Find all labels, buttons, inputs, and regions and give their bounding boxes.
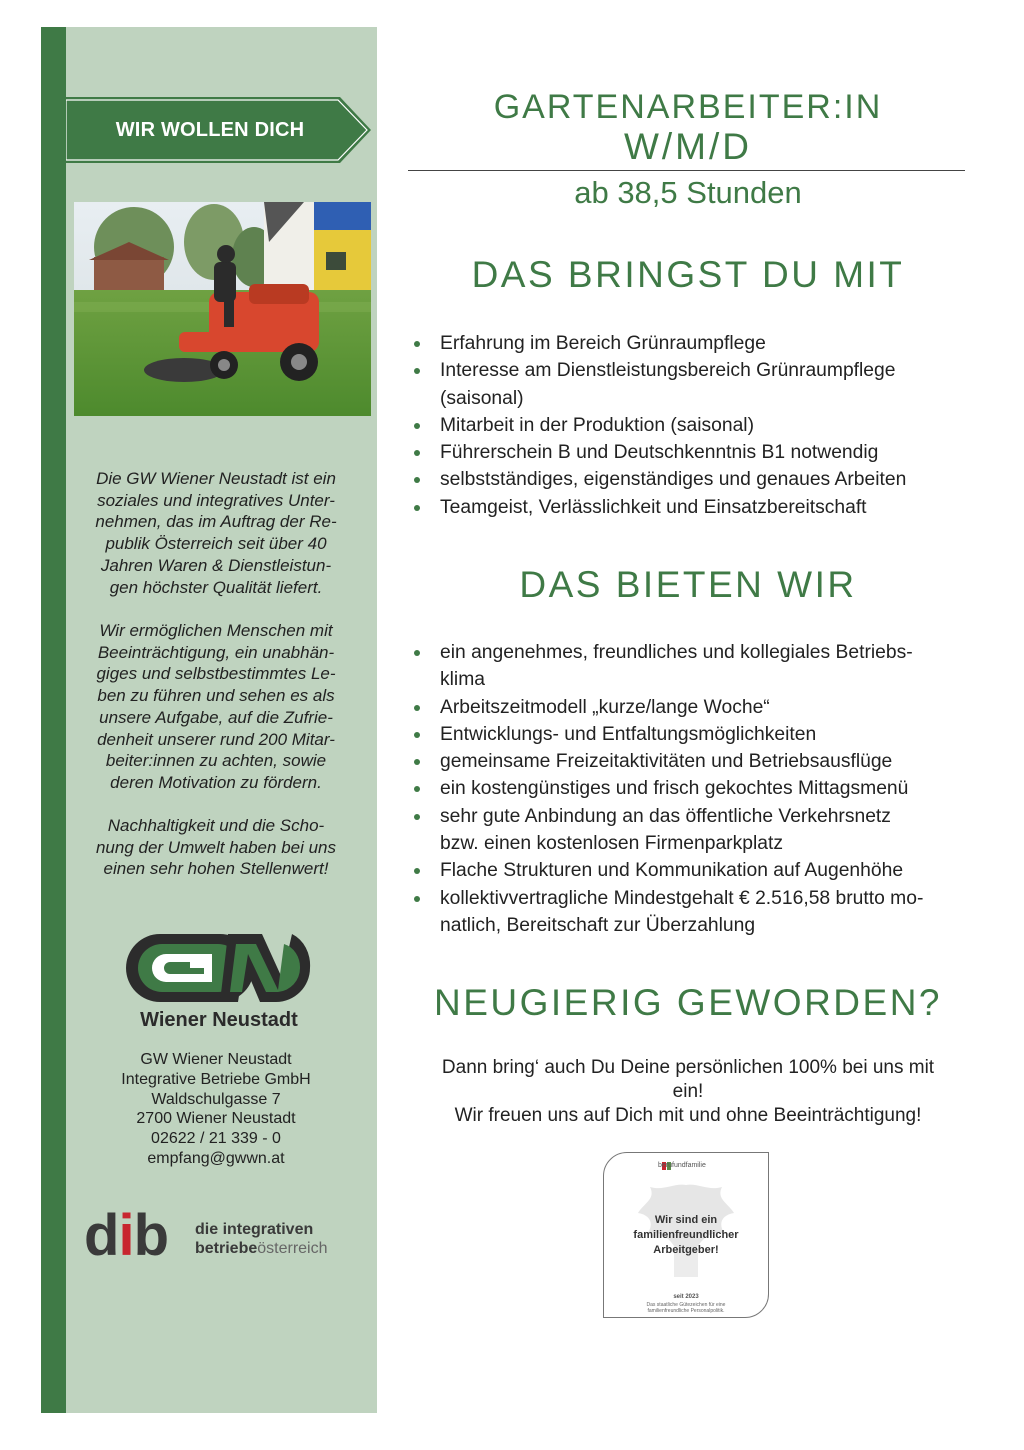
banner	[66, 97, 371, 163]
list-item	[408, 694, 968, 721]
list-item	[408, 639, 968, 694]
intro-line: nehmen, das im Auftrag der Re-	[95, 512, 337, 532]
banner-text: WIR WOLLEN DICH	[115, 119, 305, 141]
list-item-text: natlich, Bereitschaft zur Überzahlung	[440, 914, 756, 936]
mower-photo	[74, 202, 371, 416]
list-item	[408, 721, 968, 748]
list-item	[408, 439, 968, 466]
list-item	[408, 885, 968, 940]
sustainability-line: nung der Umwelt haben bei uns	[95, 837, 337, 857]
cta-line: Wir freuen uns auf Dich mit und ohne Beeinträchtigung!	[454, 1105, 922, 1126]
mission-line: ben zu führen und sehen es als	[97, 686, 335, 706]
address-email[interactable]: empfang@gwwn.at	[147, 1149, 285, 1167]
logo-caption: Wiener Neustadt	[140, 1009, 298, 1031]
mission-line: Beeinträchtigung, ein unabhän-	[97, 642, 335, 662]
mission-paragraph	[78, 620, 354, 794]
benefits-list	[408, 639, 968, 939]
list-item-text: Führerschein B und Deutschkenntnis B1 notwendig	[440, 442, 879, 464]
list-item-text: Erfahrung im Bereich Grünraumpflege	[440, 333, 766, 354]
list-item-text: selbstständiges, eigenständiges und genaues Arbeiten	[440, 469, 907, 491]
list-item-text: kollektivvertragliche Mindestgehalt € 2.516,58 brutto mo-	[440, 887, 924, 909]
intro-line: gen höchster Qualität liefert.	[109, 577, 323, 597]
title-divider	[408, 170, 965, 171]
address-company-type: Integrative Betriebe GmbH	[121, 1070, 311, 1088]
dib-letter-b: b	[133, 1203, 168, 1268]
dib-tagline-2a: betriebe	[195, 1240, 258, 1257]
sidebar-stripe	[41, 27, 66, 1413]
sustainability-line: Nachhaltigkeit und die Scho-	[107, 816, 325, 835]
badge-fineprint-line: familienfreundliche Personalpolitik.	[647, 1308, 725, 1314]
list-item-text: Arbeitszeitmodell „kurze/lange Woche“	[440, 696, 770, 718]
intro-line: Jahren Waren & Dienstleistun-	[100, 555, 332, 575]
list-item-text: sehr gute Anbindung an das öffentliche Verkehrsnetz	[440, 805, 891, 827]
cta-text	[408, 1056, 968, 1128]
address-street: Waldschulgasse 7	[151, 1090, 281, 1108]
list-item	[408, 466, 968, 493]
list-item	[408, 494, 968, 521]
list-item	[408, 857, 968, 884]
badge-line: Arbeitgeber!	[653, 1244, 719, 1256]
list-item-text: Teamgeist, Verlässlichkeit und Einsatzbereitschaft	[440, 496, 867, 518]
list-item	[408, 330, 968, 357]
address-block	[78, 1050, 354, 1169]
mission-line: giges und selbstbestimmtes Le-	[96, 664, 336, 684]
badge-since: seit 2023	[673, 1294, 699, 1300]
address-phone[interactable]: 02622 / 21 339 - 0	[151, 1130, 281, 1148]
dib-letter-d: d	[84, 1203, 119, 1268]
list-item-text: Mitarbeit in der Produktion (saisonal)	[440, 414, 754, 436]
list-item	[408, 775, 968, 802]
intro-paragraph	[78, 468, 354, 598]
list-item-text: Entwicklungs- und Entfaltungsmöglichkeiten	[440, 723, 817, 745]
sustainability-paragraph	[78, 815, 354, 880]
list-item	[408, 748, 968, 775]
mission-line: Wir ermöglichen Menschen mit	[99, 621, 333, 640]
list-item-text: bzw. einen kostenlosen Firmenparkplatz	[440, 833, 783, 855]
job-hours: ab 38,5 Stunden	[574, 175, 802, 210]
family-friendly-badge	[603, 1152, 769, 1318]
badge-fineprint-line: Das staatliche Gütezeichen für eine	[646, 1302, 726, 1308]
gw-logo-mark	[120, 928, 315, 1008]
dib-tagline-1: die integrativen	[195, 1221, 314, 1238]
list-item-text: ein angenehmes, freundliches und kollegiales Betriebs-	[440, 642, 913, 663]
badge-fineprint	[614, 1302, 758, 1314]
intro-line: publik Österreich seit über 40	[105, 534, 327, 554]
mission-line: unsere Aufgabe, auf die Zufrie-	[99, 707, 333, 727]
dib-logo	[84, 1205, 364, 1267]
address-company: GW Wiener Neustadt	[140, 1051, 292, 1068]
badge-top-label: berufundfamilie	[658, 1162, 706, 1169]
requirements-list	[408, 330, 968, 521]
list-item	[408, 412, 968, 439]
list-item-text: ein kostengünstiges und frisch gekochtes Mittagsmenü	[440, 778, 909, 800]
job-title: GARTENARBEITER:IN	[493, 88, 883, 126]
mission-line: deren Motivation zu fördern.	[110, 772, 322, 792]
cta-line: Dann bring‘ auch Du Deine persönlichen 100% bei uns mit	[441, 1057, 935, 1078]
cta-line: ein!	[672, 1081, 704, 1102]
badge-line: Wir sind ein	[654, 1214, 718, 1226]
sustainability-line: einen sehr hohen Stellenwert!	[103, 859, 329, 879]
list-item-text: klima	[440, 669, 485, 691]
dib-tagline	[195, 1220, 328, 1258]
dib-letter-i: i	[118, 1203, 134, 1268]
badge-line: familienfreundlicher	[633, 1229, 739, 1241]
job-gender-tag: W/M/D	[623, 126, 753, 167]
section-heading-benefits: DAS BIETEN WIR	[519, 564, 857, 605]
list-item	[408, 357, 968, 412]
list-item	[408, 803, 968, 858]
section-heading-requirements: DAS BRINGST DU MIT	[471, 254, 905, 295]
dib-tagline-2b: österreich	[257, 1240, 328, 1257]
dib-logo-mark	[84, 1205, 168, 1267]
list-item-text: gemeinsame Freizeitaktivitäten und Betriebsausflüge	[440, 751, 893, 773]
mission-line: beiter:innen zu achten, sowie	[105, 751, 327, 771]
address-city: 2700 Wiener Neustadt	[136, 1110, 296, 1128]
lawn-mower-image	[74, 202, 371, 416]
list-item-text: (saisonal)	[440, 387, 524, 409]
intro-line: Die GW Wiener Neustadt ist ein	[96, 469, 336, 488]
mission-line: denheit unserer rund 200 Mitar-	[97, 729, 335, 749]
intro-line: soziales und integratives Unter-	[97, 490, 335, 510]
list-item-text: Interesse am Dienstleistungsbereich Grünraumpflege	[440, 360, 896, 382]
list-item-text: Flache Strukturen und Kommunikation auf Augenhöhe	[440, 860, 904, 882]
section-heading-cta: NEUGIERIG GEWORDEN?	[434, 982, 942, 1023]
badge-frame	[603, 1152, 769, 1318]
